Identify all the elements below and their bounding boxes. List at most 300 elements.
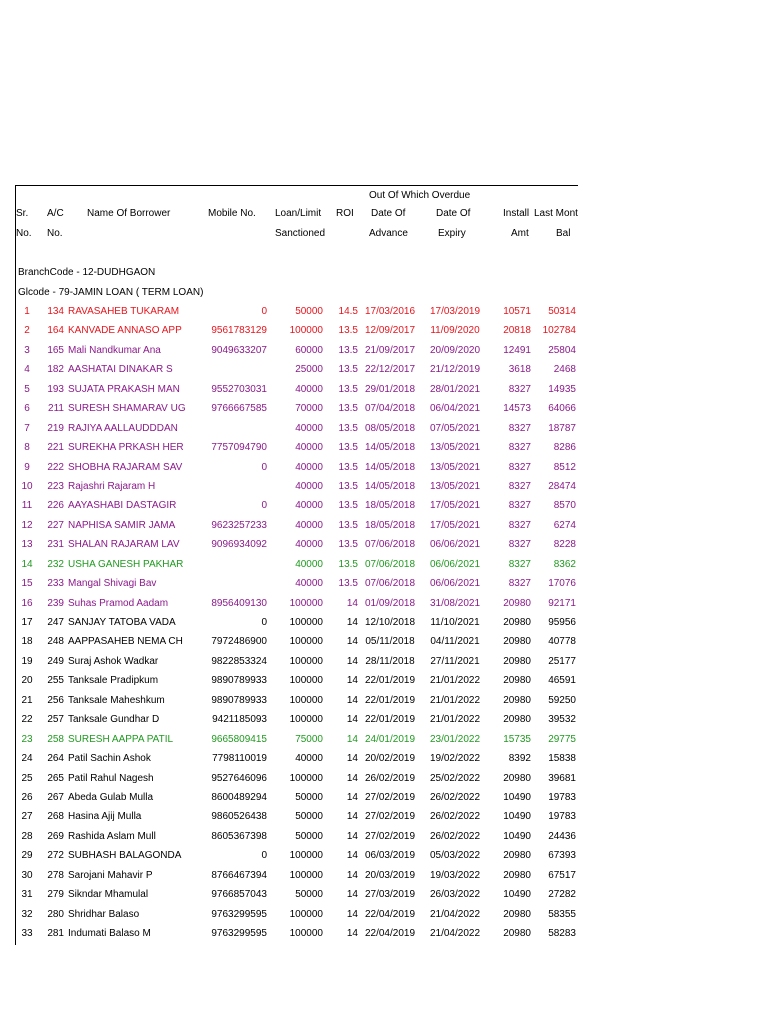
cell-advance-date: 29/01/2018 [364,383,416,395]
cell-expiry-date: 27/11/2021 [430,655,480,667]
cell-balance: 14935 [548,383,576,395]
cell-install-amt: 8327 [508,461,531,473]
cell-mobile: 7757094790 [211,442,267,454]
cell-roi: 14 [346,733,358,745]
cell-expiry-date: 25/02/2022 [429,772,481,784]
cell-advance-date: 21/09/2017 [364,344,416,356]
cell-name: Tanksale Gundhar D [68,714,160,726]
table-row [0,867,578,886]
cell-expiry-date: 06/06/2021 [429,578,481,590]
cell-loan: 40000 [295,500,323,512]
cell-advance-date: 20/03/2019 [364,869,416,881]
cell-install-amt: 20980 [503,675,531,687]
cell-roi: 14 [346,753,358,765]
table-row [0,808,578,827]
cell-mobile: 0 [261,461,267,473]
cell-roi: 14 [346,889,358,901]
cell-roi: 14 [346,772,358,784]
cell-name: Tanksale Maheshkum [68,694,165,706]
cell-ac: 226 [47,500,64,512]
cell-install-amt: 20980 [503,617,531,628]
cell-roi: 13.5 [338,578,358,590]
cell-balance: 92171 [548,597,576,609]
cell-mobile: 9421185093 [212,714,267,726]
cell-balance: 40778 [548,636,576,648]
cell-loan: 100000 [289,772,323,784]
cell-roi: 13.5 [338,325,358,337]
table-row [0,536,578,555]
table-row [0,750,578,769]
cell-sr: 23 [21,733,33,745]
cell-mobile: 9766667585 [211,403,267,415]
cell-ac: 265 [47,772,64,784]
cell-sr: 13 [21,539,33,551]
cell-balance: 18787 [548,422,576,434]
table-row [0,731,578,750]
cell-roi: 13.5 [338,364,358,376]
cell-balance: 19783 [548,811,576,823]
table-row [0,653,578,672]
cell-ac: 249 [47,655,64,667]
cell-name: SANJAY TATOBA VADA [68,617,176,628]
cell-loan: 25000 [295,364,323,376]
cell-ac: 193 [47,383,64,395]
cell-sr: 25 [21,772,33,784]
cell-install-amt: 10490 [503,791,531,803]
cell-expiry-date: 26/02/2022 [429,811,481,823]
cell-expiry-date: 06/04/2021 [429,403,481,415]
cell-expiry-date: 26/02/2022 [429,830,481,842]
table-row [0,517,578,536]
cell-balance: 46591 [548,675,576,687]
cell-mobile: 9561783129 [211,325,267,337]
cell-sr: 9 [24,461,30,473]
header-ac: A/C [47,208,64,219]
cell-expiry-date: 07/05/2021 [429,422,481,434]
table-row [0,633,578,652]
cell-advance-date: 07/06/2018 [364,539,416,551]
cell-loan: 50000 [295,306,323,317]
cell-expiry-date: 23/01/2022 [429,733,481,745]
cell-sr: 21 [21,694,33,706]
cell-mobile: 9890789933 [211,694,267,706]
cell-advance-date: 22/01/2019 [364,714,416,726]
cell-roi: 14 [346,850,358,862]
cell-sr: 15 [21,578,33,590]
cell-advance-date: 22/01/2019 [364,675,416,687]
table-row [0,614,578,633]
cell-roi: 14 [346,714,358,726]
table-row [0,439,578,458]
cell-expiry-date: 11/10/2021 [430,617,480,628]
cell-mobile: 9527646096 [211,772,267,784]
table-row [0,692,578,711]
cell-loan: 100000 [289,597,323,609]
cell-roi: 14 [346,811,358,823]
cell-balance: 50314 [548,306,576,317]
cell-expiry-date: 13/05/2021 [429,442,481,454]
header-balance: Last Mont [534,208,578,219]
cell-ac: 222 [47,461,64,473]
cell-name: SHOBHA RAJARAM SAV [68,461,183,473]
cell-expiry-date: 21/01/2022 [429,675,481,687]
cell-roi: 13.5 [338,519,358,531]
cell-sr: 8 [24,442,30,454]
cell-ac: 256 [47,694,64,706]
cell-ac: 268 [47,811,64,823]
header-install: Install [503,208,530,219]
cell-expiry-date: 28/01/2021 [429,383,481,395]
cell-advance-date: 27/02/2019 [364,811,416,823]
table-row [0,595,578,614]
cell-advance-date: 27/02/2019 [364,830,416,842]
header-ac-2: No. [47,228,63,239]
cell-sr: 18 [21,636,33,648]
cell-name: Tanksale Pradipkum [68,675,159,687]
cell-advance-date: 18/05/2018 [364,500,416,512]
cell-install-amt: 15735 [503,733,531,745]
cell-loan: 70000 [295,403,323,415]
cell-advance-date: 14/05/2018 [364,461,416,473]
cell-mobile: 8766467394 [211,869,267,881]
cell-expiry-date: 20/09/2020 [429,344,481,356]
header-roi: ROI [336,208,354,219]
cell-sr: 14 [21,558,33,570]
cell-expiry-date: 21/04/2022 [429,908,481,920]
cell-sr: 11 [21,500,33,512]
cell-ac: 264 [47,753,64,765]
cell-advance-date: 22/04/2019 [364,928,416,939]
table-row [0,459,578,478]
cell-name: Mangal Shivagi Bav [68,578,157,590]
cell-install-amt: 8392 [508,753,531,765]
cell-balance: 24436 [548,830,576,842]
cell-balance: 67517 [548,869,576,881]
cell-install-amt: 20980 [503,772,531,784]
cell-name: KANVADE ANNASO APP [68,325,182,337]
cell-expiry-date: 04/11/2021 [430,636,480,648]
cell-loan: 40000 [295,422,323,434]
overdue-group-header: Out Of Which Overdue [369,190,471,201]
cell-ac: 227 [47,519,64,531]
cell-name: RAVASAHEB TUKARAM [68,306,180,317]
header-loan: Loan/Limit [275,208,322,219]
cell-sr: 33 [21,928,33,939]
cell-roi: 14 [346,830,358,842]
cell-install-amt: 20980 [503,850,531,862]
cell-ac: 278 [47,869,64,881]
cell-name: Sarojani Mahavir P [68,869,153,881]
cell-ac: 247 [47,617,64,628]
cell-mobile: 9763299595 [211,908,267,920]
table-row [0,322,578,341]
cell-advance-date: 27/03/2019 [364,889,416,901]
cell-advance-date: 06/03/2019 [364,850,416,862]
cell-expiry-date: 19/02/2022 [429,753,481,765]
cell-install-amt: 10571 [503,306,531,317]
cell-advance-date: 26/02/2019 [364,772,416,784]
cell-sr: 6 [24,403,30,415]
cell-sr: 20 [21,675,33,687]
header-expiry: Date Of [436,208,471,219]
cell-expiry-date: 06/06/2021 [429,558,481,570]
cell-roi: 14 [346,694,358,706]
cell-sr: 26 [21,791,33,803]
table-row [0,400,578,419]
cell-install-amt: 20980 [503,714,531,726]
cell-expiry-date: 06/06/2021 [429,539,481,551]
cell-sr: 27 [21,811,33,823]
cell-mobile: 0 [261,850,267,862]
cell-balance: 39532 [548,714,576,726]
cell-advance-date: 22/12/2017 [364,364,416,376]
cell-ac: 221 [47,442,64,454]
cell-expiry-date: 05/03/2022 [429,850,481,862]
cell-name: Abeda Gulab Mulla [68,791,154,803]
cell-advance-date: 07/04/2018 [364,403,416,415]
cell-sr: 1 [24,306,30,317]
cell-roi: 14 [346,908,358,920]
cell-name: Indumati Balaso M [68,928,151,939]
cell-ac: 267 [47,791,64,803]
cell-advance-date: 05/11/2018 [365,636,415,648]
cell-name: SUJATA PRAKASH MAN [68,383,180,395]
cell-install-amt: 10490 [503,830,531,842]
cell-install-amt: 8327 [508,442,531,454]
cell-expiry-date: 26/03/2022 [429,889,481,901]
cell-install-amt: 10490 [503,811,531,823]
cell-roi: 14 [346,928,358,939]
cell-loan: 40000 [295,753,323,765]
cell-loan: 50000 [295,811,323,823]
cell-roi: 13.5 [338,403,358,415]
header-sr-2: No. [16,228,32,239]
cell-ac: 164 [47,325,64,337]
cell-mobile: 0 [261,500,267,512]
cell-name: Rajashri Rajaram H [68,480,156,492]
cell-name: AASHATAI DINAKAR S [68,364,173,376]
cell-name: Patil Rahul Nagesh [68,772,154,784]
cell-balance: 6274 [553,519,576,531]
cell-sr: 2 [24,325,30,337]
cell-roi: 13.5 [338,558,358,570]
cell-mobile: 9049633207 [211,344,267,356]
cell-name: SURESH AAPPA PATIL [68,733,174,745]
cell-balance: 8362 [553,558,576,570]
table-row [0,672,578,691]
cell-install-amt: 20980 [503,636,531,648]
cell-mobile: 0 [261,306,267,317]
cell-sr: 31 [21,889,33,901]
cell-install-amt: 8327 [508,519,531,531]
cell-mobile: 9822853324 [211,655,267,667]
cell-mobile: 9890789933 [211,675,267,687]
cell-balance: 17076 [548,578,576,590]
cell-install-amt: 8327 [508,500,531,512]
cell-install-amt: 8327 [508,480,531,492]
cell-balance: 95956 [548,617,576,628]
table-row [0,575,578,594]
table-row [0,381,578,400]
cell-advance-date: 07/06/2018 [364,558,416,570]
cell-loan: 100000 [289,675,323,687]
cell-sr: 3 [24,344,30,356]
cell-sr: 5 [24,383,30,395]
cell-sr: 24 [21,753,33,765]
cell-loan: 40000 [295,539,323,551]
cell-ac: 182 [47,364,64,376]
cell-balance: 15838 [548,753,576,765]
cell-balance: 25804 [548,344,576,356]
cell-install-amt: 14573 [503,403,531,415]
cell-ac: 211 [48,403,64,415]
cell-expiry-date: 21/04/2022 [429,928,481,939]
table-top-border [15,185,578,186]
cell-loan: 100000 [289,636,323,648]
cell-expiry-date: 11/09/2020 [430,325,480,337]
cell-install-amt: 3618 [508,364,531,376]
cell-advance-date: 01/09/2018 [364,597,416,609]
cell-ac: 232 [47,558,64,570]
cell-mobile: 8605367398 [211,830,267,842]
cell-balance: 59250 [548,694,576,706]
cell-ac: 257 [47,714,64,726]
cell-balance: 58355 [548,908,576,920]
cell-ac: 165 [47,344,64,356]
cell-balance: 29775 [548,733,576,745]
cell-balance: 28474 [548,480,576,492]
cell-loan: 100000 [289,869,323,881]
cell-loan: 100000 [289,850,323,862]
cell-ac: 134 [47,306,64,317]
cell-ac: 219 [47,422,64,434]
cell-sr: 10 [21,480,33,492]
cell-name: AAPPASAHEB NEMA CH [68,636,183,648]
cell-advance-date: 14/05/2018 [364,442,416,454]
cell-loan: 100000 [289,908,323,920]
cell-sr: 16 [21,597,33,609]
cell-install-amt: 20980 [503,655,531,667]
cell-roi: 13.5 [338,500,358,512]
cell-install-amt: 10490 [503,889,531,901]
cell-expiry-date: 21/01/2022 [429,714,481,726]
cell-advance-date: 07/06/2018 [364,578,416,590]
cell-loan: 40000 [295,558,323,570]
table-row [0,556,578,575]
cell-roi: 13.5 [338,461,358,473]
cell-loan: 40000 [295,480,323,492]
cell-roi: 14.5 [338,306,358,317]
cell-mobile: 8956409130 [211,597,267,609]
cell-ac: 239 [47,597,64,609]
cell-advance-date: 17/03/2016 [364,306,416,317]
cell-mobile: 9766857043 [211,889,267,901]
table-row [0,711,578,730]
gl-code: Glcode - 79-JAMIN LOAN ( TERM LOAN) [18,287,204,298]
cell-roi: 14 [346,597,358,609]
cell-name: NAPHISA SAMIR JAMA [68,519,176,531]
cell-install-amt: 8327 [508,383,531,395]
table-row [0,497,578,516]
table-row [0,361,578,380]
cell-loan: 50000 [295,830,323,842]
cell-name: Sikndar Mhamulal [68,889,149,901]
cell-loan: 40000 [295,461,323,473]
cell-advance-date: 12/09/2017 [364,325,416,337]
cell-roi: 13.5 [338,383,358,395]
cell-name: Suhas Pramod Aadam [68,597,169,609]
cell-roi: 13.5 [338,539,358,551]
cell-advance-date: 08/05/2018 [364,422,416,434]
header-sr: Sr. [16,208,29,219]
cell-roi: 14 [346,636,358,648]
cell-sr: 32 [21,908,33,920]
cell-advance-date: 20/02/2019 [364,753,416,765]
cell-mobile: 7972486900 [211,636,267,648]
cell-balance: 19783 [548,791,576,803]
cell-roi: 13.5 [338,344,358,356]
cell-mobile: 7798110019 [212,753,267,765]
cell-name: Hasina Ajij Mulla [68,811,142,823]
cell-sr: 28 [21,830,33,842]
cell-loan: 100000 [289,928,323,939]
cell-ac: 272 [47,850,64,862]
cell-name: USHA GANESH PAKHAR [68,558,184,570]
table-row [0,770,578,789]
cell-name: SURESH SHAMARAV UG [68,403,186,415]
cell-expiry-date: 17/05/2021 [429,519,481,531]
cell-balance: 8228 [553,539,576,551]
borrower-table-body [0,303,578,944]
cell-balance: 39681 [548,772,576,784]
cell-expiry-date: 26/02/2022 [429,791,481,803]
cell-loan: 100000 [289,325,323,337]
table-row [0,342,578,361]
branch-code: BranchCode - 12-DUDHGAON [18,267,156,278]
cell-sr: 4 [24,364,30,376]
table-row [0,925,578,944]
cell-expiry-date: 19/03/2022 [429,869,481,881]
cell-install-amt: 20980 [503,928,531,939]
cell-loan: 40000 [295,519,323,531]
cell-balance: 102784 [542,325,576,337]
cell-advance-date: 27/02/2019 [364,791,416,803]
cell-install-amt: 20980 [503,694,531,706]
cell-loan: 100000 [289,655,323,667]
cell-expiry-date: 13/05/2021 [429,480,481,492]
cell-sr: 29 [21,850,33,862]
cell-name: SHALAN RAJARAM LAV [68,539,180,551]
cell-balance: 67393 [548,850,576,862]
cell-sr: 7 [24,422,30,434]
cell-name: Suraj Ashok Wadkar [68,655,159,667]
cell-sr: 17 [21,617,33,628]
cell-expiry-date: 17/03/2019 [429,306,481,317]
table-row [0,789,578,808]
cell-loan: 50000 [295,791,323,803]
cell-name: Mali Nandkumar Ana [68,344,161,356]
table-row [0,420,578,439]
cell-sr: 12 [21,519,33,531]
cell-roi: 14 [346,869,358,881]
cell-ac: 258 [47,733,64,745]
cell-balance: 8570 [553,500,576,512]
cell-ac: 281 [47,928,64,939]
header-install-2: Amt [511,228,529,239]
cell-mobile: 8600489294 [211,791,267,803]
cell-install-amt: 8327 [508,558,531,570]
cell-balance: 8286 [553,442,576,454]
